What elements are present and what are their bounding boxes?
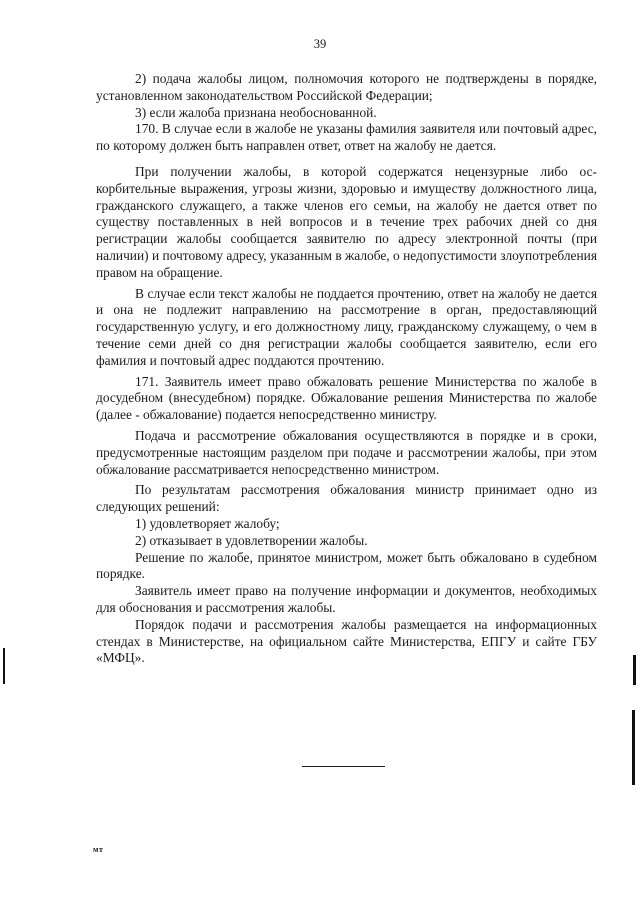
paragraph-information-right: Заявитель имеет право на получение информации и документов, необходимых для обоснования и рассмотрения жалобы. xyxy=(96,583,597,615)
paragraph-170-no-surname: 170. В случае если в жалобе не указаны фамилия заявителя или почтовый адрес, по которому должен быть направлен ответ, ответ на жалобу не дается. xyxy=(96,121,597,154)
paragraph-appeal-procedure: Подача и рассмотрение обжалования осуществляются в порядке и в сроки, предусмотренные настоящим разделом при подаче и рассмотрении жалобы, при этом обжалование рассматривается непосредственно министром. xyxy=(96,427,597,477)
paragraph-unreadable-complaint: В случае если текст жалобы не поддается прочтению, ответ на жалобу не дается и она не подлежит направлению на рассмотрение в орган, предоставляющий государственную услугу, и его должностному лицу, гражданскому служащему, о чем в течение семи дней со дня регистрации жалобы сообщается заявителю, если его фамилия и почтовый адрес поддаются прочтению. xyxy=(96,285,597,368)
scan-mark-left xyxy=(3,648,5,684)
paragraph-minister-decisions: По результатам рассмотрения обжалования министр принимает одно из следующих решений: xyxy=(96,482,597,515)
paragraph-171-appeal-right: 171. Заявитель имеет право обжаловать решение Министерства по жалобе в досудебном (внесудебном) порядке. Обжалование решения Министерства по жалобе (далее - обжалование) подается непосредственно министру. xyxy=(96,373,597,423)
list-item-satisfies: 1) удовлетворяет жалобу; xyxy=(135,515,280,531)
paragraph-procedure-publication: Порядок подачи и рассмотрения жалобы размещается на информационных стендах в Министерстве, на официальном сайте Министерства, ЕПГУ и сайте ГБУ «МФЦ». xyxy=(96,616,597,666)
end-divider xyxy=(302,766,385,767)
list-item-refuses: 2) отказывает в удовлетворении жалобы. xyxy=(135,532,368,548)
document-body xyxy=(96,71,597,667)
paragraph-item-2-unconfirmed-authority: 2) подача жалобы лицом, полномочия которого не подтверждены в порядке, установленном законодательством Российской Федерации; xyxy=(96,71,597,103)
paragraph-court-appeal: Решение по жалобе, принятое министром, может быть обжаловано в судебном порядке. xyxy=(96,549,597,582)
scan-mark-right-top xyxy=(633,655,636,685)
footer-mark: мт xyxy=(93,845,104,854)
page-number: 39 xyxy=(313,37,327,51)
paragraph-offensive-complaint: При получении жалобы, в которой содержатся нецензурные либо оскорбительные выражения, угрозы жизни, здоровью и имуществу должностного лица, гражданского служащего, а также членов его семьи, на жалобу не дается ответ по существу поставленных в ней вопросов и в течение трех рабочих дней со дня регистрации жалобы сообщается заявителю по адресу электронной почты (при наличии) и почтовому адресу, указанным в жалобе, о недопустимости злоупотребления правом на обращение. xyxy=(96,163,597,280)
scan-mark-right-bottom xyxy=(632,710,635,785)
paragraph-item-3-unfounded: 3) если жалоба признана необоснованной. xyxy=(135,104,377,120)
